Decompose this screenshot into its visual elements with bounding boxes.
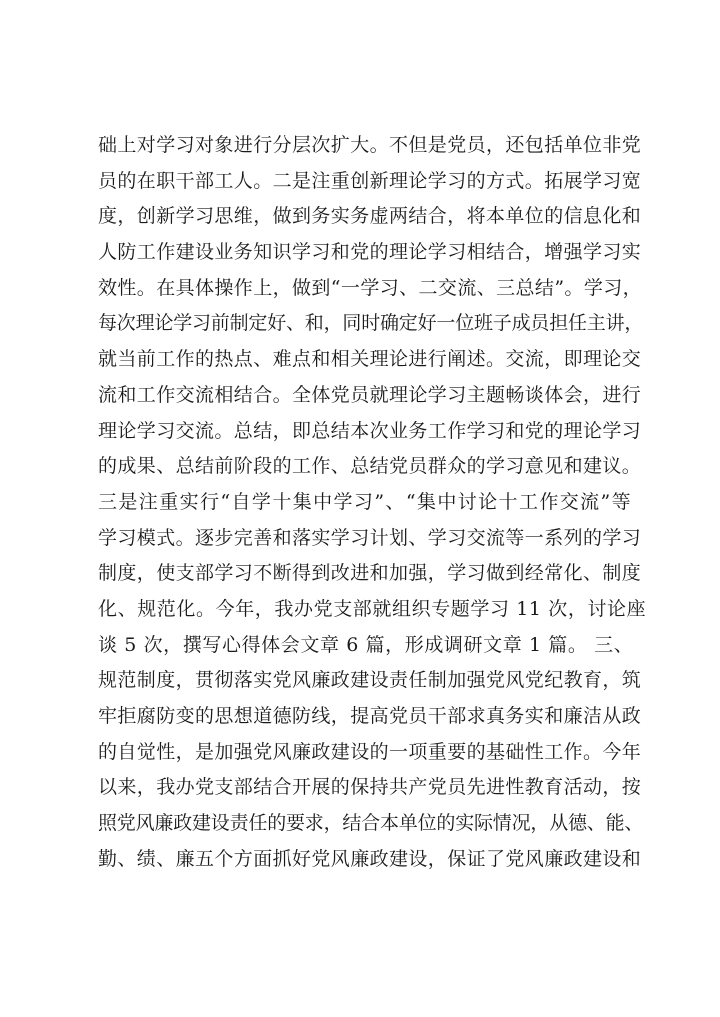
text-line-16: 规范制度，贯彻落实党风廉政建设责任制加强党风党纪教育，筑 (98, 669, 642, 692)
text-line-17: 牢拒腐防变的思想道德防线，提高党员干部求真务实和廉洁从政 (98, 705, 642, 727)
text-line-8: 流和工作交流相结合。全体党员就理论学习主题畅谈体会，进行 (98, 383, 642, 406)
text-line-7: 就当前工作的热点、难点和相关理论进行阐述。交流，即理论交 (98, 348, 642, 371)
text-line-6: 每次理论学习前制定好、和，同时确定好一位班子成员担任主讲， (98, 312, 644, 335)
text-line-1: 础上对学习对象进行分层次扩大。不但是党员，还包括单位非党 (98, 134, 642, 156)
text-line-18: 的自觉性，是加强党风廉政建设的一项重要的基础性工作。今年 (98, 740, 642, 763)
text-line-5: 效性。在具体操作上，做到“一学习、二交流、三总结”。学习， (98, 276, 643, 299)
text-line-12: 学习模式。逐步完善和落实学习计划、学习交流等一系列的学习 (98, 526, 642, 549)
text-line-4: 人防工作建设业务知识学习和党的理论学习相结合，增强学习实 (98, 241, 642, 264)
text-line-19: 以来，我办党支部结合开展的保持共产党员先进性教育活动，按 (98, 776, 642, 799)
text-line-13: 制度，使支部学习不断得到改进和加强，学习做到经常化、制度 (98, 562, 642, 585)
text-line-14: 化、规范化。今年，我办党支部就组织专题学习 11 次，讨论座 (98, 597, 647, 620)
text-line-21: 勤、绩、廉五个方面抓好党风廉政建设，保证了党风廉政建设和 (98, 847, 642, 870)
text-line-10: 的成果、总结前阶段的工作、总结党员群众的学习意见和建议。 (98, 455, 642, 478)
text-line-20: 照党风廉政建设责任的要求，结合本单位的实际情况，从德、能、 (98, 812, 644, 835)
text-line-15: 谈 5 次，撰写心得体会文章 6 篇，形成调研文章 1 篇。 三、 (98, 633, 634, 656)
text-line-3: 度，创新学习思维，做到务实务虚两结合，将本单位的信息化和 (98, 205, 642, 228)
text-line-2: 员的在职干部工人。二是注重创新理论学习的方式。拓展学习宽 (98, 169, 642, 192)
body-text (98, 128, 647, 877)
text-line-9: 理论学习交流。总结，即总结本次业务工作学习和党的理论学习 (98, 419, 642, 442)
text-line-11: 三是注重实行“自学十集中学习”、“集中讨论十工作交流”等 (98, 490, 633, 513)
